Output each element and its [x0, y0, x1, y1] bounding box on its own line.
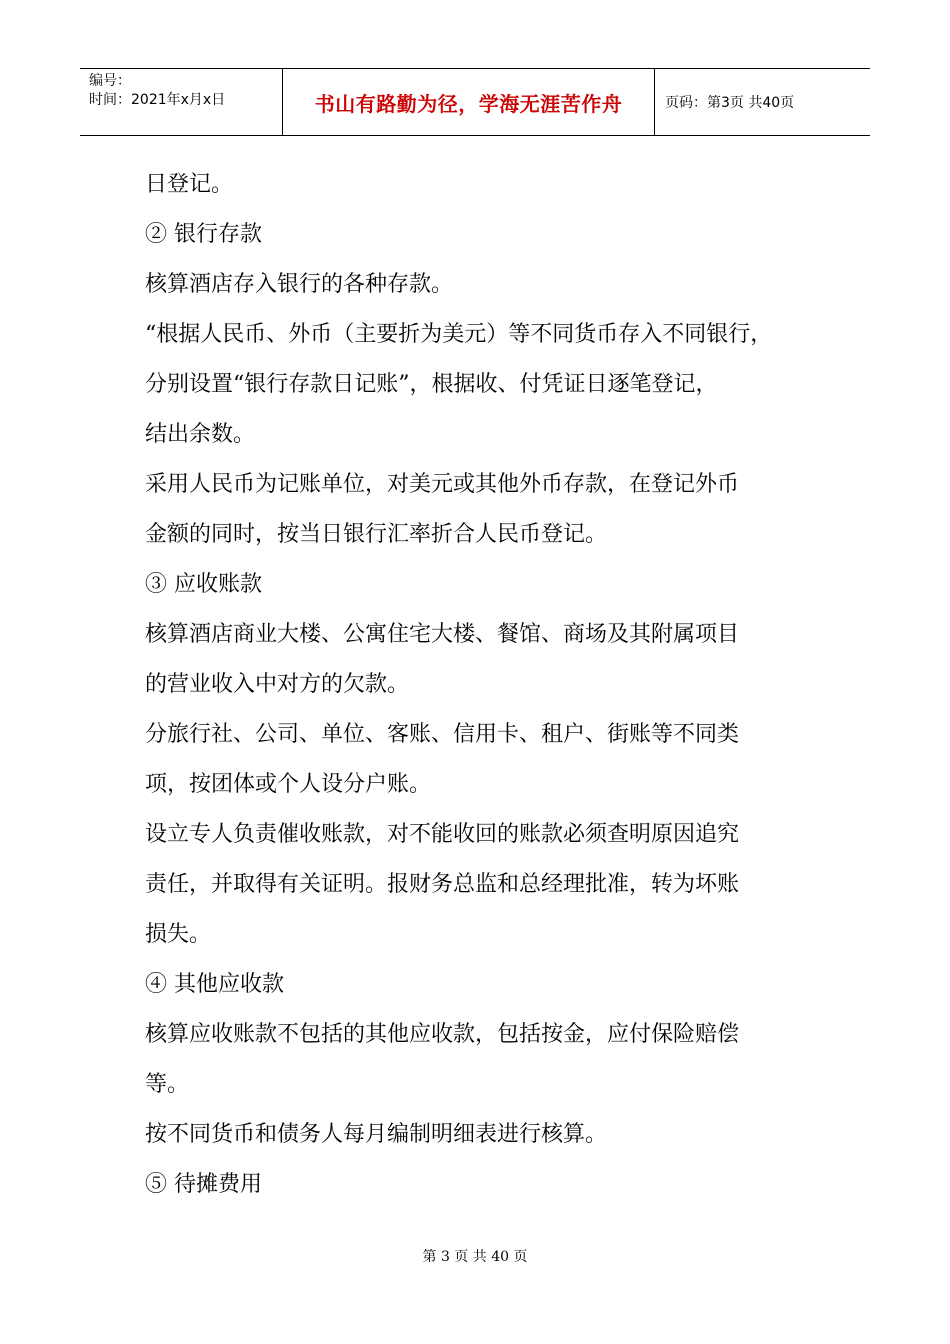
body-line: 等。	[145, 1072, 190, 1097]
body-line: 的营业收入中对方的欠款。	[145, 672, 410, 697]
body-line: 损失。	[145, 922, 212, 947]
body-line: 责任，并取得有关证明。报财务总监和总经理批准，转为坏账	[145, 872, 740, 897]
body-line: 分别设置“银行存款日记账”，根据收、付凭证日逐笔登记，	[145, 372, 718, 397]
body-line: 核算酒店存入银行的各种存款。	[145, 272, 454, 297]
body-line: 采用人民币为记账单位，对美元或其他外币存款，在登记外币	[145, 472, 740, 497]
body-line: 结出余数。	[145, 422, 256, 447]
header-motto: 书山有路勤为径，学海无涯苦作舟	[314, 91, 623, 116]
body-line: 金额的同时，按当日银行汇率折合人民币登记。	[145, 522, 608, 547]
body-line: 核算应收账款不包括的其他应收款，包括按金，应付保险赔偿	[145, 1022, 740, 1047]
body-line: “根据人民币、外币（主要折为美元）等不同货币存入不同银行，	[145, 322, 773, 347]
number-label: 编号：	[89, 73, 131, 89]
body-line: 分旅行社、公司、单位、客账、信用卡、租户、街账等不同类	[145, 722, 740, 747]
header-middle-cell	[283, 69, 655, 135]
section-heading-accounts-receivable: ③ 应收账款	[145, 572, 262, 597]
time-label: 时间：2021年x月x日	[89, 92, 226, 108]
body-line: 日登记。	[145, 172, 234, 197]
section-heading-bank-deposit: ② 银行存款	[145, 222, 262, 247]
header-left-cell	[80, 69, 283, 135]
body-line: 设立专人负责催收账款，对不能收回的账款必须查明原因追究	[145, 822, 740, 847]
page-footer	[0, 1246, 950, 1266]
body-line: 按不同货币和债务人每月编制明细表进行核算。	[145, 1122, 608, 1147]
footer-page-number: 第 3 页 共 40 页	[422, 1249, 528, 1265]
section-heading-prepaid-expenses: ⑤ 待摊费用	[145, 1172, 262, 1197]
document-body	[145, 160, 825, 1210]
page-header	[80, 68, 870, 136]
section-heading-other-receivables: ④ 其他应收款	[145, 972, 284, 997]
header-page-info: 页码：第3页 共40页	[665, 95, 795, 111]
body-line: 项，按团体或个人设分户账。	[145, 772, 432, 797]
body-line: 核算酒店商业大楼、公寓住宅大楼、餐馆、商场及其附属项目	[145, 622, 740, 647]
header-right-cell	[655, 69, 870, 135]
